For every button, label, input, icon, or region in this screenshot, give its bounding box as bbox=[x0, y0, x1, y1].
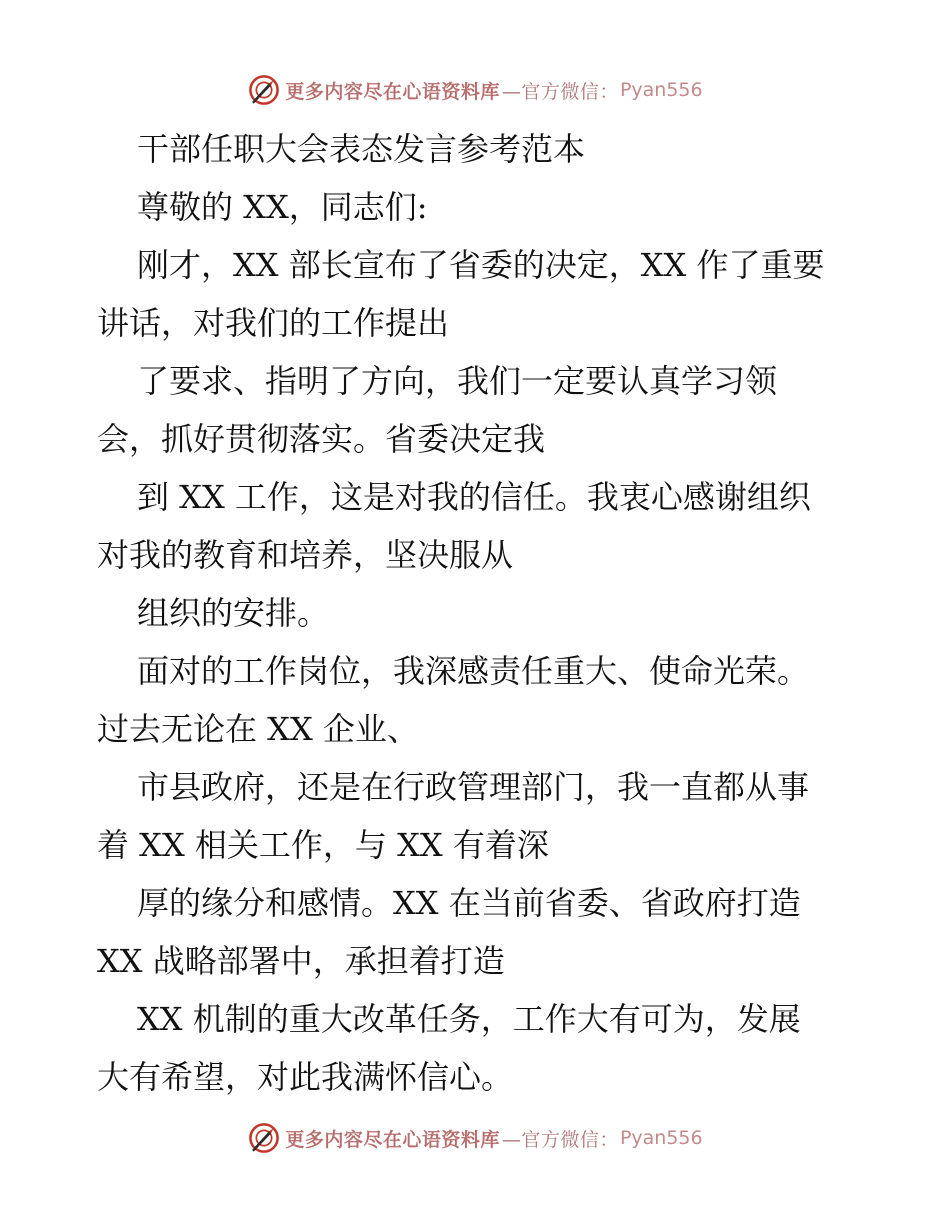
document-title: 干部任职大会表态发言参考范本 bbox=[137, 130, 586, 168]
text-line: 组织的安排。 bbox=[137, 594, 330, 632]
header-dash-text: —官方微信： bbox=[501, 80, 619, 103]
text-line: 大有希望，对此我满怀信心。 bbox=[97, 1058, 514, 1096]
text-line: 刚才，XX 部长宣布了省委的决定，XX 作了重要 bbox=[137, 246, 825, 284]
text-line: 对我的教育和培养，坚决服从 bbox=[97, 536, 514, 574]
text-line: 讲话，对我们的工作提出 bbox=[97, 304, 450, 342]
text-line: 会，抓好贯彻落实。省委决定我 bbox=[97, 420, 546, 458]
text-line: 了要求、指明了方向，我们一定要认真学习领 bbox=[137, 362, 778, 400]
text-line: 市县政府，还是在行政管理部门，我一直都从事 bbox=[137, 768, 810, 806]
text-line: 到 XX 工作，这是对我的信任。我衷心感谢组织 bbox=[137, 478, 811, 516]
footer-wechat-id: Pyan556 bbox=[619, 1127, 703, 1149]
text-line: 着 XX 相关工作，与 XX 有着深 bbox=[97, 826, 549, 864]
text-line: XX 机制的重大改革任务，工作大有可为，发展 bbox=[137, 1000, 801, 1038]
pen-logo-icon bbox=[247, 1121, 281, 1155]
footer-dash-text: —官方微信： bbox=[501, 1128, 619, 1151]
text-line: XX 战略部署中，承担着打造 bbox=[97, 942, 505, 980]
document-body bbox=[97, 120, 867, 1106]
header-brand-text: 更多内容尽在心语资料库 bbox=[285, 80, 500, 103]
text-line: 过去无论在 XX 企业、 bbox=[97, 710, 419, 748]
footer-banner bbox=[0, 1118, 950, 1158]
greeting: 尊敬的 XX，同志们: bbox=[137, 188, 428, 226]
header-banner bbox=[0, 70, 950, 110]
footer-brand-text: 更多内容尽在心语资料库 bbox=[285, 1128, 500, 1151]
text-line: 面对的工作岗位，我深感责任重大、使命光荣。 bbox=[137, 652, 810, 690]
text-line: 厚的缘分和感情。XX 在当前省委、省政府打造 bbox=[137, 884, 801, 922]
header-wechat-id: Pyan556 bbox=[619, 79, 703, 101]
pen-logo-icon bbox=[247, 73, 281, 107]
